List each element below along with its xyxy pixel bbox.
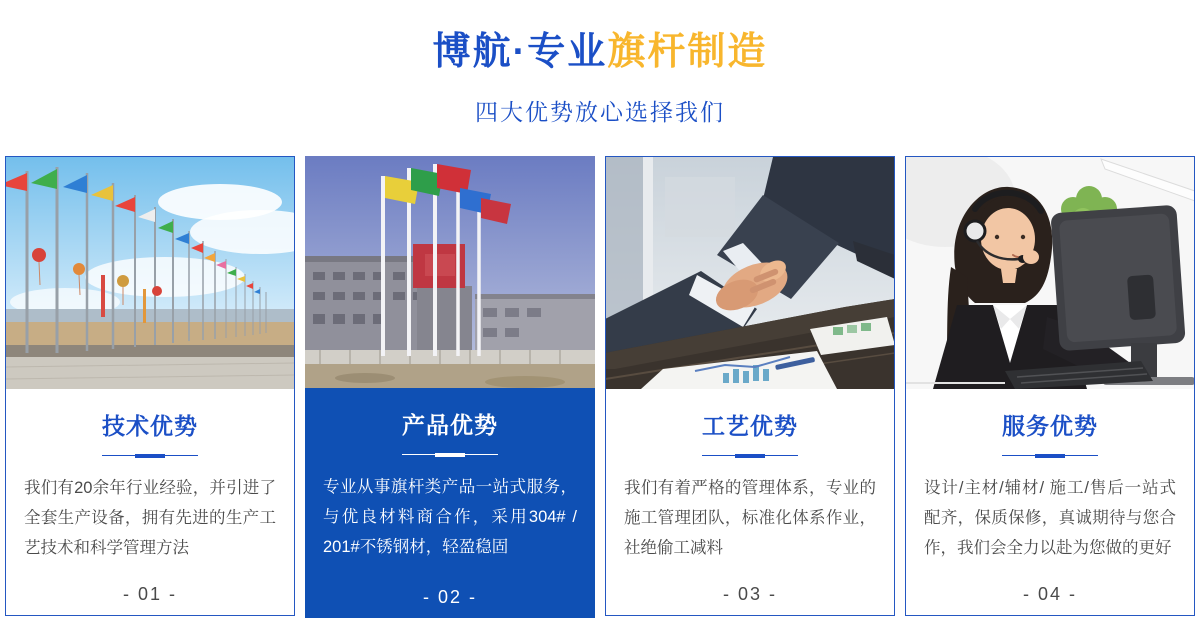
- card-number: - 03 -: [722, 583, 777, 604]
- title-divider: [702, 454, 798, 458]
- title-divider: [1002, 454, 1098, 458]
- advantage-card-product: [305, 156, 595, 618]
- advantage-card-technology: [5, 156, 295, 616]
- card-title: 服务优势: [1002, 412, 1098, 439]
- advantage-cards-row: [0, 156, 1200, 618]
- card-title: 工艺优势: [702, 412, 798, 439]
- card-title: 产品优势: [402, 411, 498, 438]
- title-divider: [402, 453, 498, 457]
- card-number: - 01 -: [122, 583, 177, 604]
- card-body: [606, 389, 894, 615]
- card-number: - 04 -: [1022, 583, 1077, 604]
- page-title-yellow-part: 旗杆制造: [607, 31, 768, 73]
- card-description: 我们有20余年行业经验，并引进了全套生产设备，拥有先进的生产工艺技术和科学管理方法: [24, 478, 276, 557]
- page-title-blue-part: 博航·专业: [432, 31, 608, 73]
- page-title: [0, 32, 1200, 74]
- card-body: [6, 389, 294, 615]
- card-description: 专业从事旗杆类产品一站式服务，与优良材料商合作，采用304# / 201#不锈钢材，轻盈稳固: [323, 477, 577, 556]
- factory-flagpoles-photo: [305, 156, 595, 388]
- advantage-card-craft: [605, 156, 895, 616]
- title-divider: [102, 454, 198, 458]
- colorful-flags-plaza-photo: [6, 157, 294, 389]
- card-title: 技术优势: [102, 412, 198, 439]
- card-description: 我们有着严格的管理体系，专业的施工管理团队，标准化体系作业，社绝偷工减料: [624, 478, 876, 557]
- card-description: 设计/主材/辅材/ 施工/售后一站式配齐，保质保修，真诚期待与您合作，我们会全力以赴为您做的更好: [924, 478, 1176, 557]
- card-body: [906, 389, 1194, 615]
- business-handshake-photo: [606, 157, 894, 389]
- card-body: [305, 388, 595, 618]
- page-header: [0, 0, 1200, 127]
- page-subtitle: 四大优势放心选择我们: [475, 98, 725, 125]
- card-number: - 02 -: [422, 586, 477, 607]
- advantage-card-service: [905, 156, 1195, 616]
- customer-service-photo: [906, 157, 1194, 389]
